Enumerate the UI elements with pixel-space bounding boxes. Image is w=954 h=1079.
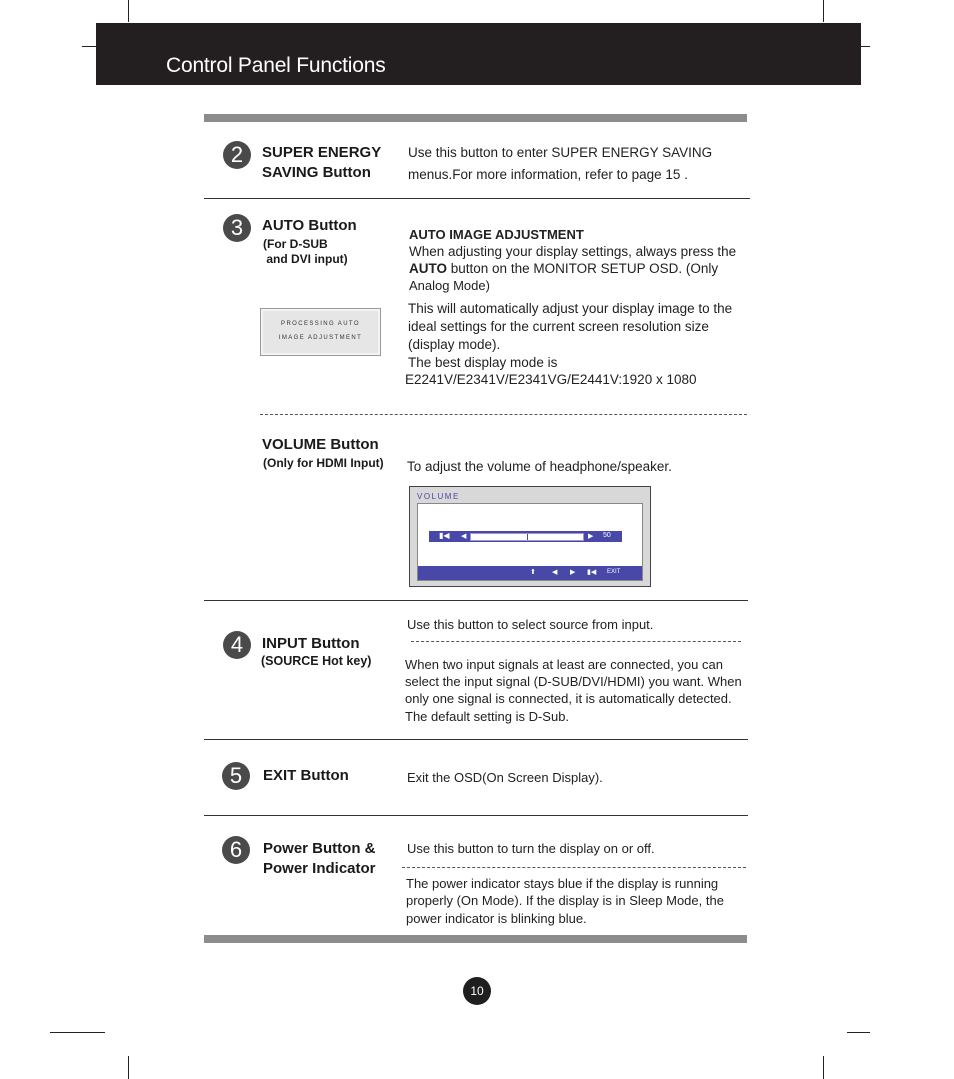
volume-button-subtitle: (Only for HDMI Input): [263, 456, 384, 470]
crop-mark: [823, 1056, 824, 1079]
volume-track: [470, 533, 584, 541]
crop-mark: [82, 46, 96, 47]
input-button-subtitle: (SOURCE Hot key): [261, 654, 372, 668]
exit-label: EXIT: [607, 569, 621, 575]
volume-value: 50: [603, 532, 611, 539]
super-energy-desc-line2: menus.For more information, refer to page 15 .: [408, 167, 688, 182]
bottom-divider-bar: [204, 935, 747, 943]
crop-mark: [823, 0, 824, 22]
volume-osd-label: VOLUME: [417, 492, 460, 501]
left-arrow-icon: ◀: [552, 569, 558, 576]
speaker-icon: ▮◀: [587, 569, 597, 576]
section-number-badge: 4: [223, 631, 251, 659]
auto-desc-b1: This will automatically adjust your display image to the: [408, 301, 733, 316]
top-divider-bar: [204, 114, 747, 122]
input-desc-b2: select the input signal (D-SUB/DVI/HDMI) you want. When: [405, 674, 742, 689]
exit-desc: Exit the OSD(On Screen Display).: [407, 770, 603, 785]
auto-button-subtitle: (For D-SUB and DVI input): [263, 237, 348, 266]
up-arrow-icon: ⬆: [530, 569, 536, 576]
crop-mark: [128, 1056, 129, 1079]
input-desc-b4: The default setting is D-Sub.: [405, 709, 570, 724]
power-title-line1: Power Button &: [263, 840, 376, 857]
arrow-left-icon: ◀: [461, 533, 467, 540]
input-desc-b3: only one signal is connected, it is automatically detected.: [405, 691, 732, 706]
section-number-badge: 3: [223, 214, 251, 242]
section-divider: [204, 739, 748, 740]
auto-button-title: AUTO Button: [262, 217, 357, 234]
exit-button-title: EXIT Button: [263, 767, 349, 784]
crop-mark: [861, 46, 870, 47]
power-desc-b2: properly (On Mode). If the display is in Sleep Mode, the: [406, 893, 724, 908]
input-button-title: INPUT Button: [262, 635, 360, 652]
right-arrow-icon: ▶: [570, 569, 576, 576]
section-number-badge: 5: [222, 762, 250, 790]
input-desc-a: Use this button to select source from input.: [407, 617, 654, 632]
section-divider: [204, 815, 748, 816]
volume-desc: To adjust the volume of headphone/speaker.: [407, 459, 672, 474]
crop-mark: [128, 0, 129, 22]
auto-keyword: AUTO: [409, 261, 448, 276]
auto-desc-b2: ideal settings for the current screen resolution size: [408, 319, 709, 334]
volume-button-title: VOLUME Button: [262, 436, 379, 453]
volume-osd-footer: [418, 566, 642, 580]
dashed-divider: [411, 641, 741, 642]
volume-osd-screenshot: [409, 486, 651, 587]
input-desc-b1: When two input signals at least are connected, you can: [405, 657, 723, 672]
volume-osd-panel: [417, 503, 643, 581]
speaker-icon: ▮◀: [439, 531, 450, 540]
section-number-badge: 6: [222, 836, 250, 864]
section-number-badge: 2: [223, 141, 251, 169]
dashed-divider: [260, 414, 747, 415]
osd-processing-line2: IMAGE ADJUSTMENT: [278, 335, 363, 341]
super-energy-title-line1: SUPER ENERGY: [262, 144, 382, 161]
super-energy-desc-line1: Use this button to enter SUPER ENERGY SAVING: [408, 145, 713, 160]
osd-processing-line1: PROCESSING AUTO: [281, 321, 360, 327]
auto-desc-line3: Analog Mode): [409, 278, 490, 293]
power-desc-a: Use this button to turn the display on or off.: [407, 841, 655, 856]
crop-mark: [50, 1032, 105, 1033]
auto-desc-line1: When adjusting your display settings, always press the: [409, 244, 737, 259]
auto-desc-b4: The best display mode is: [408, 355, 558, 370]
page-header: [96, 23, 861, 85]
power-desc-b3: power indicator is blinking blue.: [406, 911, 587, 926]
page-title: Control Panel Functions: [166, 54, 386, 77]
section-divider: [204, 198, 750, 199]
page-number-badge: 10: [463, 977, 491, 1005]
power-title-line2: Power Indicator: [263, 860, 376, 877]
auto-adjust-heading: AUTO IMAGE ADJUSTMENT: [409, 227, 584, 242]
auto-desc-line2-rest: button on the MONITOR SETUP OSD. (Only: [447, 261, 719, 276]
auto-osd-screenshot: [260, 308, 381, 356]
auto-best-mode: E2241V/E2341V/E2341VG/E2441V:1920 x 1080: [405, 372, 697, 387]
arrow-right-icon: ▶: [588, 533, 594, 540]
volume-slider-bar: [429, 531, 622, 542]
power-desc-b1: The power indicator stays blue if the display is running: [406, 876, 719, 891]
super-energy-title-line2: SAVING Button: [262, 164, 371, 181]
crop-mark: [847, 1032, 870, 1033]
section-divider: [204, 600, 748, 601]
auto-desc-b3: (display mode).: [408, 337, 501, 352]
volume-fill: [471, 534, 528, 540]
auto-desc-line2: [409, 260, 718, 278]
dashed-divider: [402, 867, 746, 868]
